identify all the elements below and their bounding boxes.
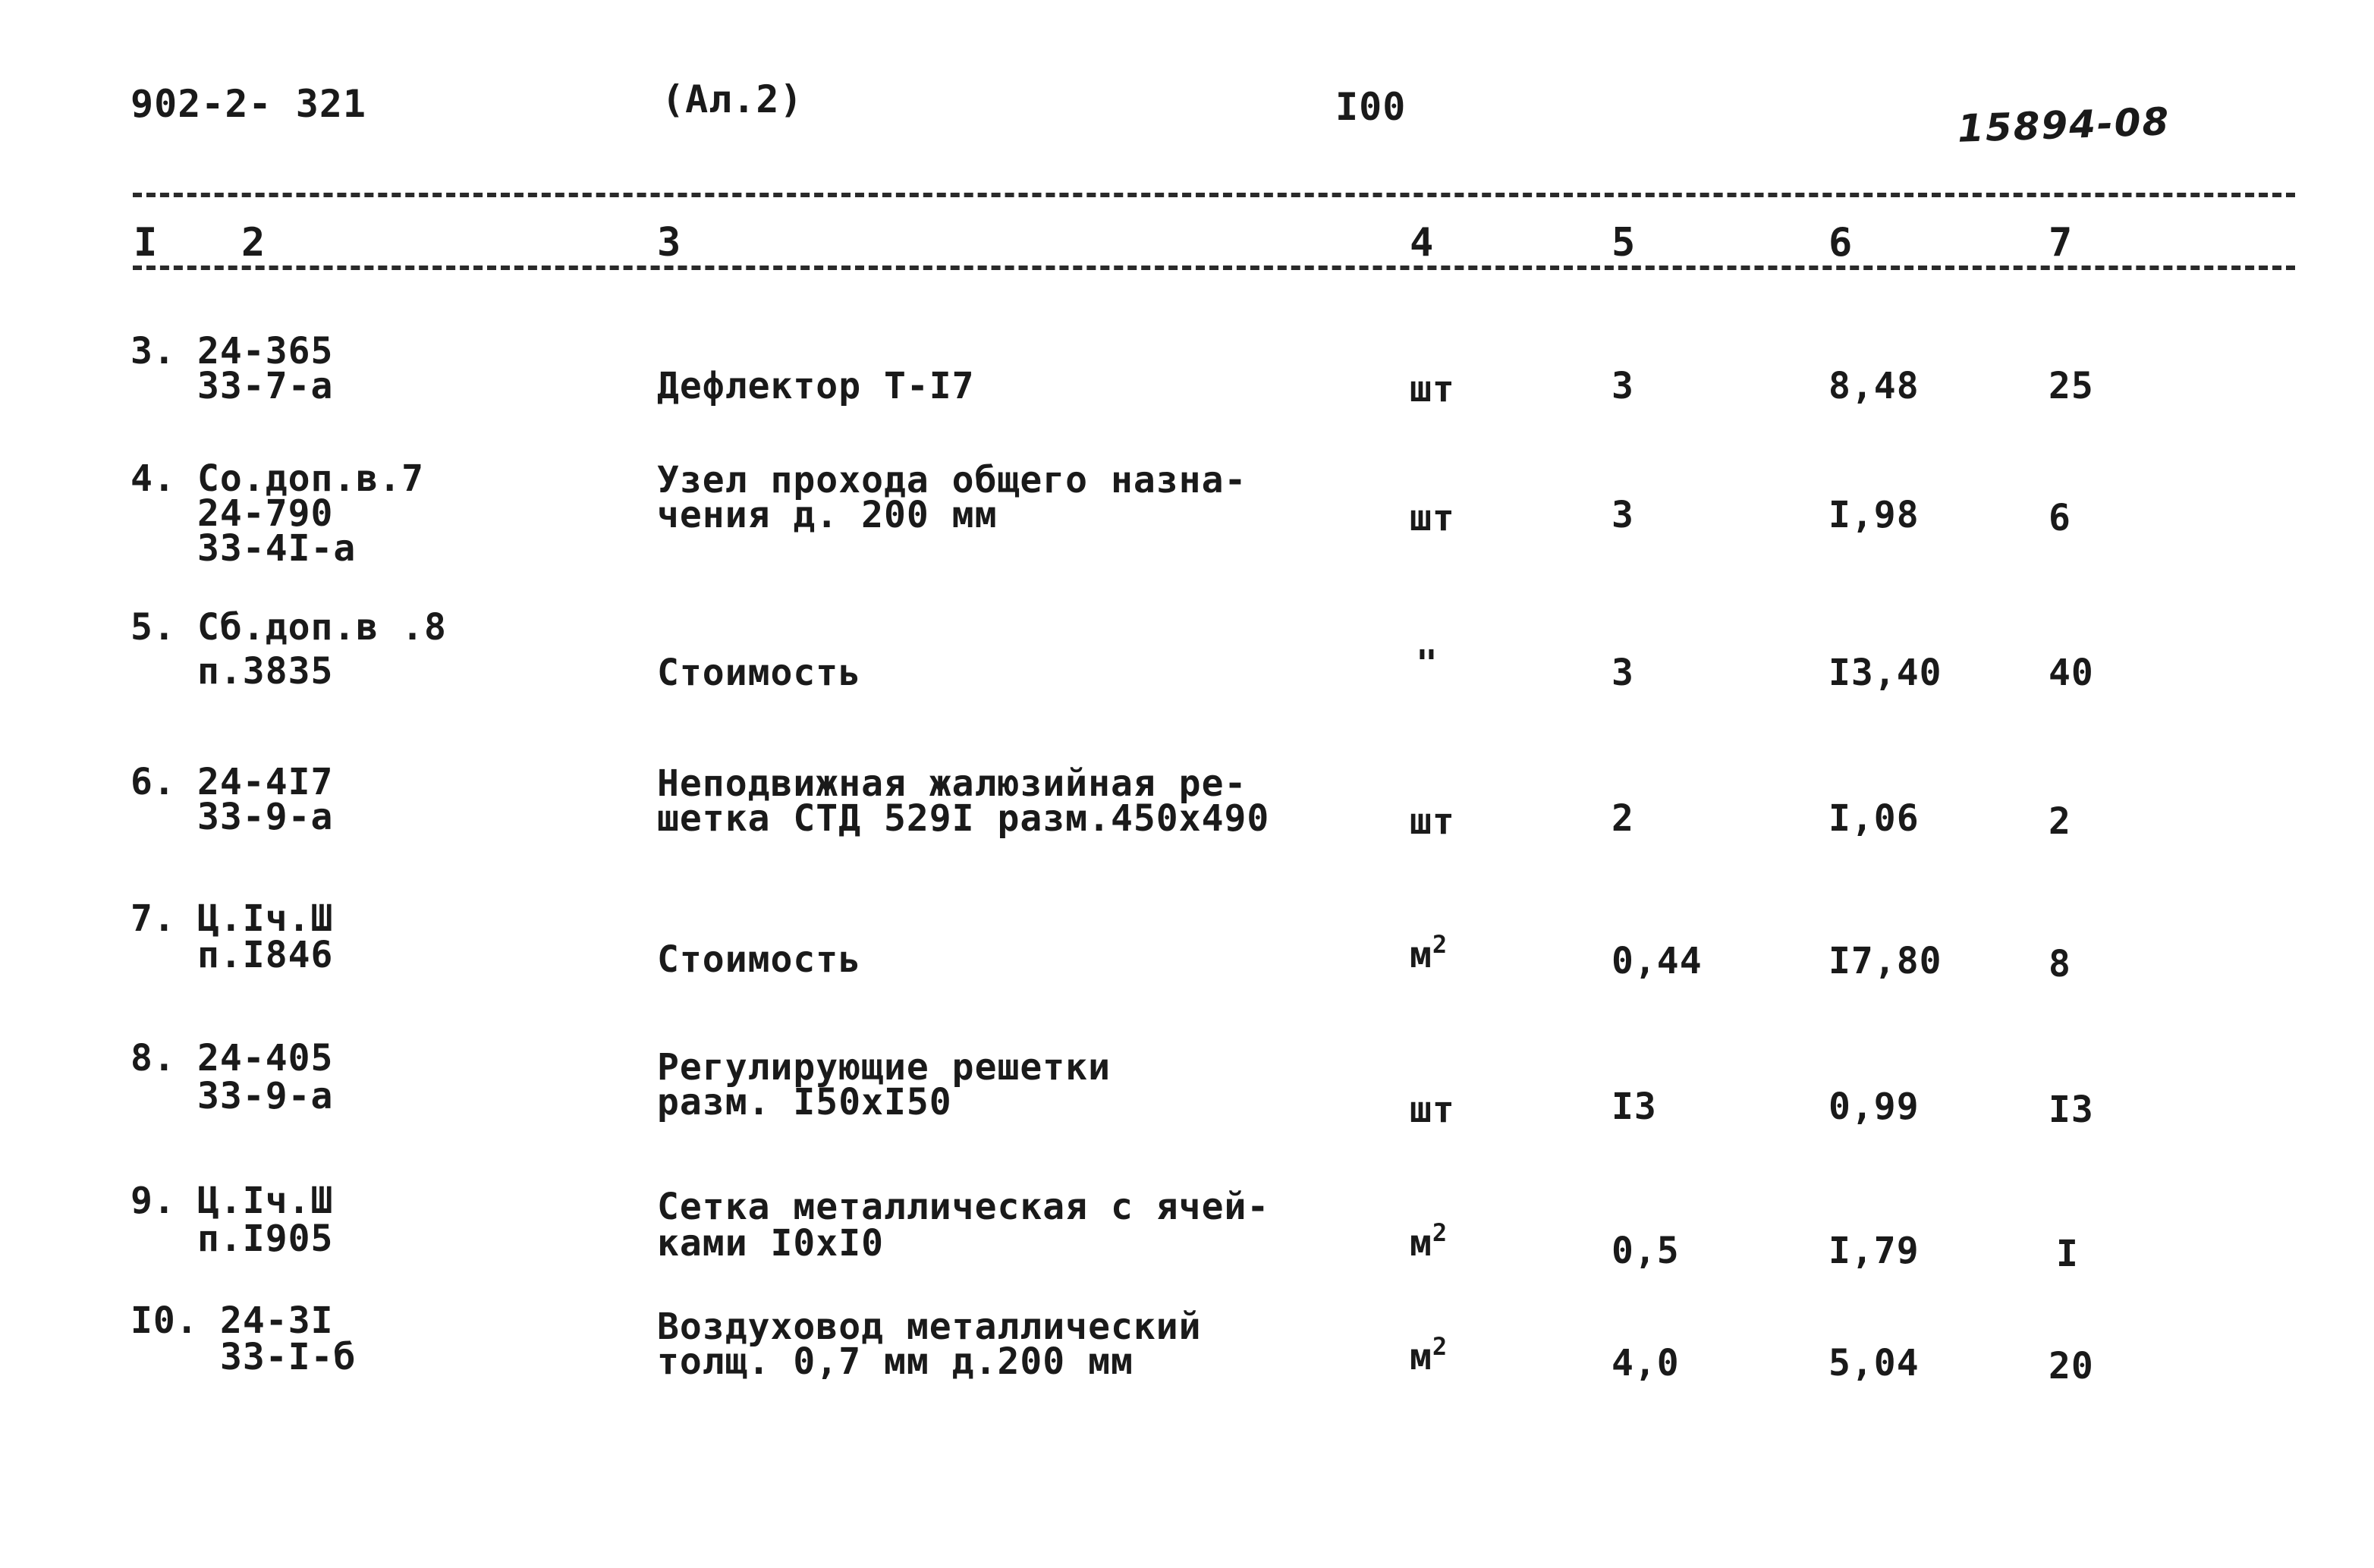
item-name: Сетка металлическая с ячей- [657, 1186, 1270, 1228]
item-price: I,98 [1828, 494, 1920, 536]
item-code: 33-9-а [197, 1075, 334, 1117]
item-quantity: 0,5 [1611, 1230, 1680, 1272]
item-unit: шт [1410, 497, 1455, 539]
item-unit [1410, 1332, 1448, 1378]
column-number-7: 7 [2049, 220, 2073, 266]
album-reference: (Ал.2) [662, 77, 803, 121]
item-name: Стоимость [657, 938, 862, 981]
item-total: 6 [2049, 497, 2071, 539]
unit-base: м [1410, 934, 1432, 976]
row-number: I0. [130, 1299, 199, 1342]
item-name: разм. I50хI50 [657, 1081, 952, 1123]
item-code: 33-4I-а [197, 527, 357, 570]
column-number-6: 6 [1828, 220, 1853, 266]
column-number-3: 3 [657, 220, 681, 266]
column-number-5: 5 [1611, 220, 1636, 266]
unit-exponent: 2 [1432, 1218, 1448, 1247]
row-number: 4. [130, 457, 176, 500]
item-price: I3,40 [1828, 652, 1942, 694]
item-name: Регулирующие решетки [657, 1046, 1111, 1089]
item-unit: шт [1410, 800, 1455, 843]
item-quantity: 3 [1611, 494, 1634, 536]
item-total: 8 [2049, 943, 2071, 985]
item-code: Со.доп.в.7 [197, 457, 424, 500]
header-divider-top [133, 193, 2295, 197]
item-price: 5,04 [1828, 1342, 1920, 1384]
item-unit: " [1416, 643, 1439, 685]
row-number: 7. [130, 897, 176, 940]
item-unit: шт [1410, 1089, 1455, 1131]
item-name: Воздуховод металлический [657, 1306, 1202, 1348]
item-code: 24-790 [197, 492, 334, 535]
unit-base: м [1410, 1222, 1432, 1265]
item-total: 40 [2049, 652, 2094, 694]
item-code: п.I905 [197, 1218, 334, 1260]
item-code: 24-3I [220, 1299, 334, 1342]
row-number: 6. [130, 761, 176, 803]
item-quantity: 3 [1611, 365, 1634, 407]
item-price: I,06 [1828, 797, 1920, 840]
column-number-4: 4 [1410, 220, 1434, 266]
header-divider-bottom [133, 266, 2295, 270]
item-code: 33-I-б [220, 1336, 357, 1378]
item-quantity: 3 [1611, 652, 1634, 694]
handwritten-stamp: 15894-08 [1957, 99, 2171, 151]
page-number: I00 [1335, 85, 1407, 129]
item-quantity: 4,0 [1611, 1342, 1680, 1384]
item-price: 0,99 [1828, 1086, 1920, 1128]
item-code: 24-4I7 [197, 761, 334, 803]
item-name: Дефлектор Т-I7 [657, 365, 975, 407]
item-total: I [2056, 1233, 2079, 1275]
item-price: I7,80 [1828, 940, 1942, 982]
item-unit: шт [1410, 368, 1455, 410]
item-unit [1410, 930, 1448, 976]
item-name: толщ. 0,7 мм д.200 мм [657, 1340, 1134, 1383]
document-code: 902-2- 321 [130, 82, 367, 126]
item-code: п.3835 [197, 650, 334, 693]
item-code: п.I846 [197, 934, 334, 976]
item-code: 33-7-а [197, 365, 334, 407]
item-price: 8,48 [1828, 365, 1920, 407]
item-code: Сб.доп.в .8 [197, 606, 447, 649]
item-code: 33-9-а [197, 796, 334, 838]
row-number: 5. [130, 606, 176, 649]
item-code: Ц.Iч.Ш [197, 897, 334, 940]
unit-exponent: 2 [1432, 1332, 1448, 1361]
item-unit [1410, 1218, 1448, 1265]
item-name: ками I0хI0 [657, 1222, 884, 1265]
item-code: 24-405 [197, 1037, 334, 1079]
item-total: I3 [2049, 1089, 2094, 1131]
item-name: Неподвижная жалюзийная ре- [657, 762, 1247, 805]
item-price: I,79 [1828, 1230, 1920, 1272]
item-name: чения д. 200 мм [657, 494, 998, 536]
item-code: 24-365 [197, 330, 334, 372]
item-name: шетка СТД 529I разм.450х490 [657, 797, 1270, 840]
item-quantity: 2 [1611, 797, 1634, 840]
item-name: Узел прохода общего назна- [657, 459, 1247, 501]
unit-base: м [1410, 1336, 1432, 1378]
column-number-1: I [134, 220, 158, 266]
unit-exponent: 2 [1432, 930, 1448, 959]
row-number: 3. [130, 330, 176, 372]
item-code: Ц.Iч.Ш [197, 1180, 334, 1222]
item-quantity: I3 [1611, 1086, 1657, 1128]
item-total: 25 [2049, 365, 2094, 407]
item-total: 20 [2049, 1345, 2094, 1387]
row-number: 8. [130, 1037, 176, 1079]
row-number: 9. [130, 1180, 176, 1222]
column-number-2: 2 [241, 220, 266, 266]
item-total: 2 [2049, 800, 2071, 843]
item-quantity: 0,44 [1611, 940, 1703, 982]
item-name: Стоимость [657, 652, 862, 694]
